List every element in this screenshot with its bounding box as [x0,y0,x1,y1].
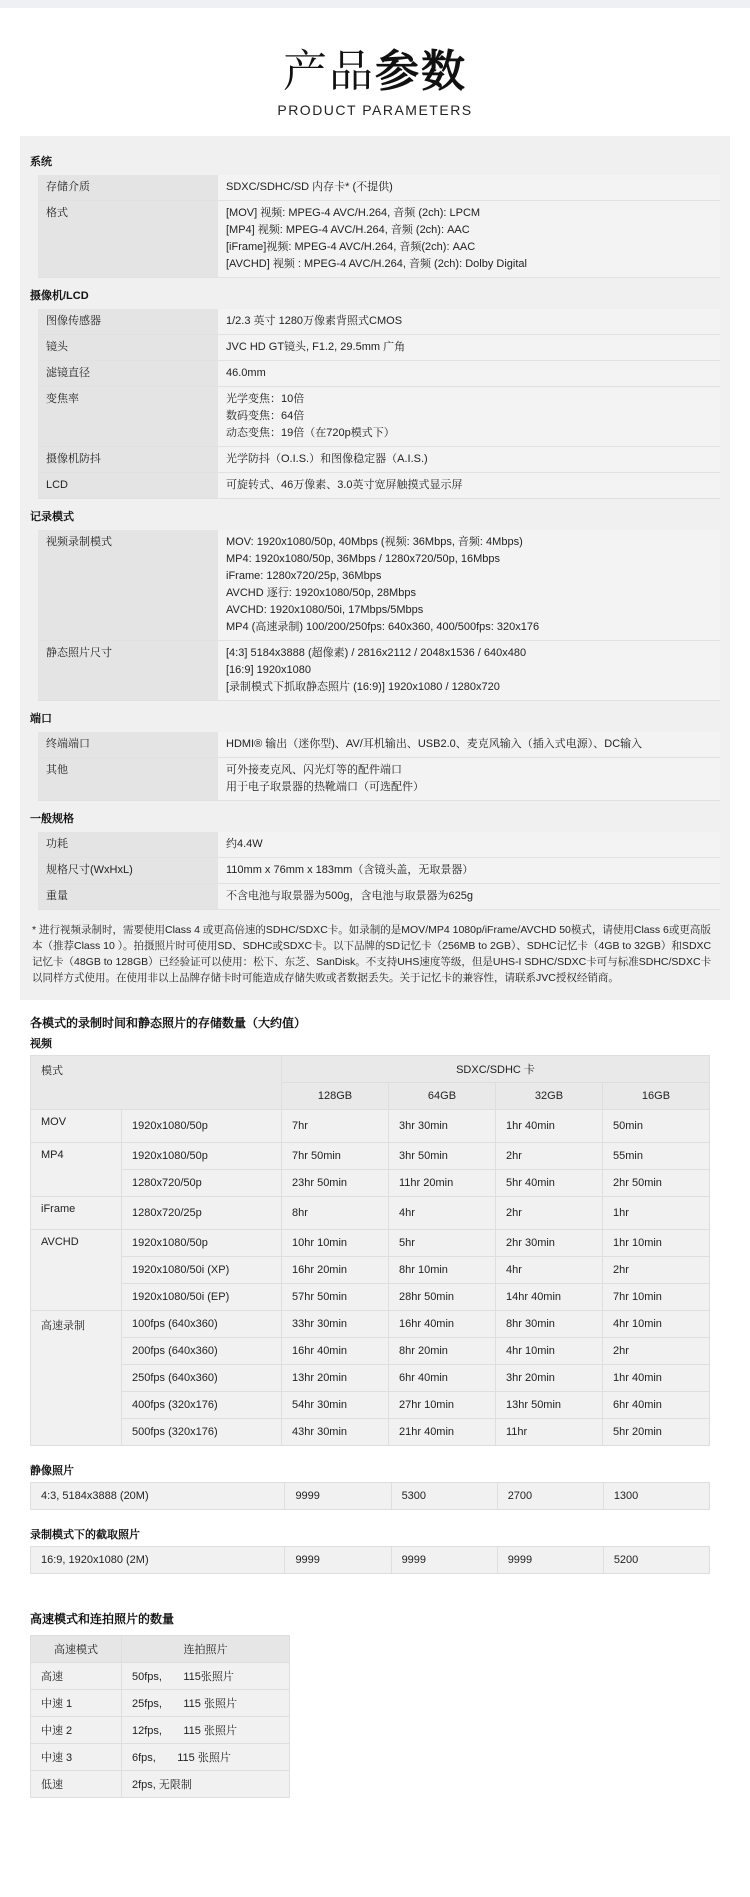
section-title: 摄像机/LCD [30,290,89,302]
spec-key: 存储介质 [38,175,218,201]
burst-header: 连拍照片 [122,1636,290,1663]
burst-mode-cell: 高速 [31,1663,122,1690]
spec-row [38,758,720,801]
time-cell: 3hr 50min [389,1143,496,1170]
burst-header: 高速模式 [31,1636,122,1663]
spec-value [218,335,720,361]
spec-row [38,884,720,910]
time-cell: 13hr 50min [496,1392,603,1419]
mode-cell: 高速录制 [31,1311,122,1446]
table-row [31,1419,710,1446]
spec-table [38,832,720,910]
spec-value-line: 110mm x 76mm x 183mm（含镜头盖，无取景器） [226,864,474,876]
page-title [0,8,750,96]
time-cell: 50min [603,1110,710,1143]
spec-key: 格式 [38,201,218,278]
page-title-light: 产品 [283,47,375,96]
burst-table [30,1635,290,1798]
video-label: 视频 [30,1038,52,1050]
recording-table [30,1055,710,1446]
table-row [31,1771,290,1798]
spec-value [218,361,720,387]
mode-cell: MP4 [31,1143,122,1197]
burst-title: 高速模式和连拍照片的数量 [30,1612,175,1626]
time-cell: 5hr [389,1230,496,1257]
count-cell: 9999 [285,1483,391,1510]
table-header-row [31,1056,710,1083]
time-cell: 5hr 40min [496,1170,603,1197]
time-cell: 8hr 30min [496,1311,603,1338]
resolution-cell: 1920x1080/50p [122,1110,282,1143]
spec-value-line: 用于电子取景器的热靴端口（可选配件） [226,781,424,793]
spec-key: 静态照片尺寸 [38,641,218,701]
resolution-cell: 1920x1080/50i (XP) [122,1257,282,1284]
burst-body [30,1635,750,1798]
burst-mode-cell: 低速 [31,1771,122,1798]
capacity-header: 16GB [603,1083,710,1110]
time-cell: 2hr 50min [603,1170,710,1197]
spec-value [218,201,720,278]
spec-value [218,530,720,641]
spec-value [218,309,720,335]
spec-row [38,473,720,499]
spec-key: 变焦率 [38,387,218,447]
mode-header: 模式 [31,1056,282,1110]
time-cell: 16hr 40min [389,1311,496,1338]
time-cell: 13hr 20min [282,1365,389,1392]
spec-row [38,309,720,335]
time-cell: 11hr [496,1419,603,1446]
spec-value-line: AVCHD: 1920x1080/50i, 17Mbps/5Mbps [226,604,424,616]
table-row [31,1110,710,1143]
time-cell: 8hr [282,1197,389,1230]
page-title-bold: 参数 [375,47,467,96]
count-cell: 1300 [603,1483,709,1510]
spec-value-line: [录制模式下抓取静态照片 (16:9)] 1920x1080 / 1280x720 [226,681,500,693]
time-cell: 4hr 10min [603,1311,710,1338]
spec-value-line: 可外接麦克风、闪光灯等的配件端口 [226,764,402,776]
still-row-label: 4:3, 5184x3888 (20M) [31,1483,285,1510]
mode-cell: iFrame [31,1197,122,1230]
time-cell: 55min [603,1143,710,1170]
table-row [31,1170,710,1197]
spec-key: 镜头 [38,335,218,361]
time-cell: 21hr 40min [389,1419,496,1446]
time-cell: 3hr 20min [496,1365,603,1392]
time-cell: 6hr 40min [389,1365,496,1392]
burst-value-cell: 6fps, 115 张照片 [122,1744,290,1771]
table-row [31,1744,290,1771]
time-cell: 4hr 10min [496,1338,603,1365]
resolution-cell: 1920x1080/50p [122,1143,282,1170]
table-row [31,1311,710,1338]
spec-value [218,175,720,201]
table-row [31,1365,710,1392]
time-cell: 43hr 30min [282,1419,389,1446]
burst-mode-cell: 中速 2 [31,1717,122,1744]
spec-value-line: 数码变焦：64倍 [226,410,305,422]
recording-body [30,1031,720,1574]
spec-row [38,387,720,447]
time-cell: 28hr 50min [389,1284,496,1311]
resolution-cell: 250fps (640x360) [122,1365,282,1392]
spec-key: 图像传感器 [38,309,218,335]
spec-table [38,732,720,801]
section-title: 记录模式 [30,511,74,523]
time-cell: 2hr 30min [496,1230,603,1257]
spec-value-line: [iFrame]视频: MPEG-4 AVC/H.264, 音频(2ch): AAC [226,241,476,253]
spec-key: 摄像机防抖 [38,447,218,473]
spec-row [38,361,720,387]
spec-row [38,641,720,701]
spec-key: 功耗 [38,832,218,858]
capture-label: 录制模式下的截取照片 [30,1529,140,1541]
spec-row [38,335,720,361]
resolution-cell: 500fps (320x176) [122,1419,282,1446]
time-cell: 57hr 50min [282,1284,389,1311]
spec-value [218,832,720,858]
table-row [31,1230,710,1257]
time-cell: 27hr 10min [389,1392,496,1419]
spec-key: 终端端口 [38,732,218,758]
time-cell: 8hr 10min [389,1257,496,1284]
time-cell: 1hr 40min [496,1110,603,1143]
spec-value [218,858,720,884]
time-cell: 23hr 50min [282,1170,389,1197]
top-strip [0,0,750,8]
time-cell: 14hr 40min [496,1284,603,1311]
spec-value-line: iFrame: 1280x720/25p, 36Mbps [226,570,382,582]
spec-value-line: 动态变焦：19倍（在720p模式下） [226,427,395,439]
count-cell: 5300 [391,1483,497,1510]
time-cell: 7hr 10min [603,1284,710,1311]
section-title: 端口 [30,713,52,725]
section-title: 一般规格 [30,813,74,825]
spec-value-line: [MOV] 视频: MPEG-4 AVC/H.264, 音频 (2ch): LPCM [226,207,481,219]
spec-value-line: 46.0mm [226,367,266,379]
spec-value-line: MOV: 1920x1080/50p, 40Mbps (视频: 36Mbps, 音频: 4Mbps) [226,536,523,548]
time-cell: 2hr [603,1338,710,1365]
time-cell: 4hr [389,1197,496,1230]
time-cell: 7hr [282,1110,389,1143]
resolution-cell: 1920x1080/50p [122,1230,282,1257]
resolution-cell: 200fps (640x360) [122,1338,282,1365]
burst-value-cell: 12fps, 115 张照片 [122,1717,290,1744]
table-row [31,1690,290,1717]
spec-row [38,832,720,858]
capacity-header: 64GB [389,1083,496,1110]
page-subtitle: PRODUCT PARAMETERS [277,102,473,118]
table-row [31,1663,290,1690]
spec-row [38,201,720,278]
count-cell: 2700 [497,1483,603,1510]
capture-table [30,1546,710,1574]
time-cell: 16hr 40min [282,1338,389,1365]
spec-value-line: MP4 (高速录制) 100/200/250fps: 640x360, 400/500fps: 320x176 [226,621,540,633]
spec-key: 规格尺寸(WxHxL) [38,858,218,884]
table-row [31,1717,290,1744]
spec-value [218,473,720,499]
spec-key: 其他 [38,758,218,801]
mode-cell: AVCHD [31,1230,122,1311]
spec-value-line: 光学变焦：10倍 [226,393,305,405]
spec-value-line: SDXC/SDHC/SD 内存卡* (不提供) [226,181,393,193]
resolution-cell: 1920x1080/50i (EP) [122,1284,282,1311]
spec-value-line: 可旋转式、46万像素、3.0英寸宽屏触摸式显示屏 [226,479,463,491]
spec-panel [20,136,730,1000]
spec-value-line: AVCHD 逐行: 1920x1080/50p, 28Mbps [226,587,416,599]
resolution-cell: 1280x720/50p [122,1170,282,1197]
card-header: SDXC/SDHC 卡 [282,1056,710,1083]
time-cell: 2hr [496,1197,603,1230]
time-cell: 54hr 30min [282,1392,389,1419]
spec-row [38,732,720,758]
time-cell: 1hr [603,1197,710,1230]
time-cell: 6hr 40min [603,1392,710,1419]
table-row [31,1143,710,1170]
table-header-row [31,1636,290,1663]
spec-value-line: [16:9] 1920x1080 [226,664,312,676]
capture-row-label: 16:9, 1920x1080 (2M) [31,1547,285,1574]
time-cell: 5hr 20min [603,1419,710,1446]
spec-key: 视频录制模式 [38,530,218,641]
time-cell: 1hr 40min [603,1365,710,1392]
section-title: 系统 [30,156,52,168]
spec-row [38,175,720,201]
count-cell: 9999 [497,1547,603,1574]
table-row [31,1338,710,1365]
time-cell: 33hr 30min [282,1311,389,1338]
burst-value-cell: 2fps, 无限制 [122,1771,290,1798]
spec-table [38,530,720,701]
recording-section [0,1000,750,1574]
mode-cell: MOV [31,1110,122,1143]
count-cell: 5200 [603,1547,709,1574]
spec-value [218,732,720,758]
spec-key: LCD [38,473,218,499]
time-cell: 4hr [496,1257,603,1284]
spec-row [38,530,720,641]
spec-value [218,387,720,447]
table-row [31,1197,710,1230]
page-header [0,8,750,136]
spec-table [38,175,720,278]
table-row [31,1257,710,1284]
spec-value-line: 不含电池与取景器为500g，含电池与取景器为625g [226,890,473,902]
spec-table [38,309,720,499]
spec-row [38,447,720,473]
spec-value-line: MP4: 1920x1080/50p, 36Mbps / 1280x720/50p, 16Mbps [226,553,500,565]
still-label: 静像照片 [30,1465,74,1477]
spec-value-line: 光学防抖（O.I.S.）和图像稳定器（A.I.S.) [226,453,428,465]
still-table [30,1482,710,1510]
capacity-header: 128GB [282,1083,389,1110]
count-cell: 9999 [391,1547,497,1574]
spec-value [218,758,720,801]
burst-mode-cell: 中速 1 [31,1690,122,1717]
spec-value [218,447,720,473]
burst-mode-cell: 中速 3 [31,1744,122,1771]
table-row [31,1547,710,1574]
time-cell: 16hr 20min [282,1257,389,1284]
burst-value-cell: 50fps, 115张照片 [122,1663,290,1690]
resolution-cell: 100fps (640x360) [122,1311,282,1338]
spec-value-line: HDMI® 输出（迷你型)、AV/耳机输出、USB2.0、麦克风输入（插入式电源）、DC输入 [226,738,643,750]
capacity-header: 32GB [496,1083,603,1110]
spec-value-line: [AVCHD] 视频 : MPEG-4 AVC/H.264, 音频 (2ch): Dolby Digital [226,258,527,270]
recording-title: 各模式的录制时间和静态照片的存储数量（大约值） [30,1016,307,1030]
time-cell: 2hr [496,1143,603,1170]
burst-section [0,1574,750,1798]
spec-value-line: [MP4] 视频: MPEG-4 AVC/H.264, 音频 (2ch): AAC [226,224,470,236]
table-row [31,1392,710,1419]
time-cell: 10hr 10min [282,1230,389,1257]
time-cell: 7hr 50min [282,1143,389,1170]
time-cell: 8hr 20min [389,1338,496,1365]
burst-value-cell: 25fps, 115 张照片 [122,1690,290,1717]
time-cell: 2hr [603,1257,710,1284]
spec-value [218,641,720,701]
spec-key: 重量 [38,884,218,910]
time-cell: 3hr 30min [389,1110,496,1143]
time-cell: 1hr 10min [603,1230,710,1257]
resolution-cell: 400fps (320x176) [122,1392,282,1419]
spec-value-line: 约4.4W [226,838,263,850]
spec-value-line: JVC HD GT镜头, F1.2, 29.5mm 广角 [226,341,406,353]
spec-key: 滤镜直径 [38,361,218,387]
table-row [31,1483,710,1510]
count-cell: 9999 [285,1547,391,1574]
spec-row [38,858,720,884]
resolution-cell: 1280x720/25p [122,1197,282,1230]
footnote: * 进行视频录制时，需要使用Class 4 或更高倍速的SDHC/SDXC卡。如录制的是MOV/MP4 1080p/iFrame/AVCHD 50模式，请使用Class 6或更高版本（推荐Class 10 ）。拍摄照片时可使用SD、SDHC或SDXC卡。以下品牌的SD记忆卡（256MB to 2GB）、SDHC记忆卡（4GB to 32GB）和SDXC记忆卡（48GB to 128GB）已经验证可以使用：松下、东芝、SanDisk。不支持UHS速度等级，但是UHS-I SDHC/SDXC卡可与标准SDHC/SDXC卡以同样方式使用。在使用非以上品牌存储卡时可能造成存储失败或者数据丢失。关于记忆卡的兼容性，请联系JVC授权经销商。 [32,924,712,984]
spec-value-line: [4:3] 5184x3888 (超像素) / 2816x2112 / 2048x1536 / 640x480 [226,647,527,659]
spec-value [218,884,720,910]
table-row [31,1284,710,1311]
spec-value-line: 1/2.3 英寸 1280万像素背照式CMOS [226,315,403,327]
time-cell: 11hr 20min [389,1170,496,1197]
